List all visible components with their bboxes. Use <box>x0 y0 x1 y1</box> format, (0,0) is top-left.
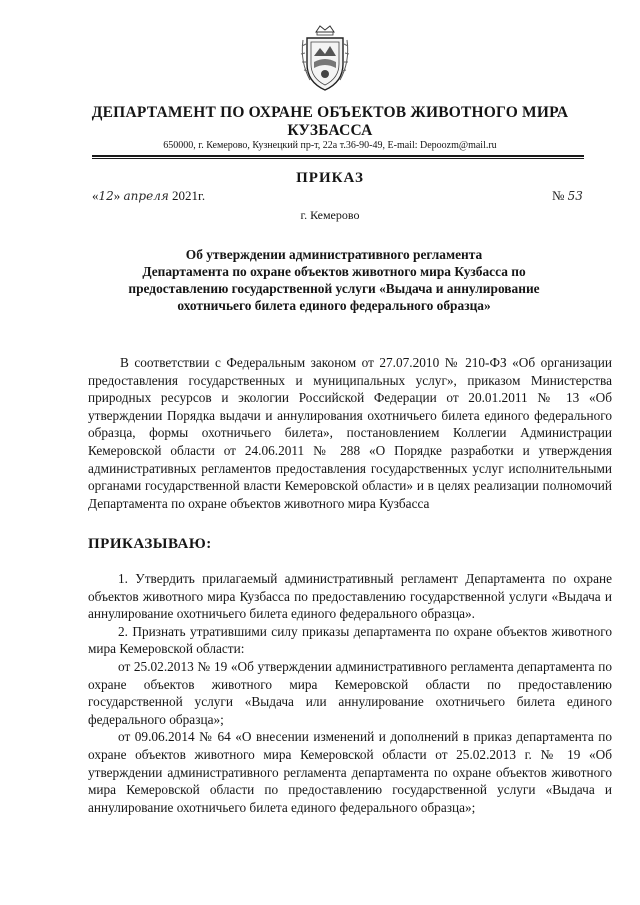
order-date <box>92 188 205 204</box>
decree-item-2a: от 25.02.2013 № 19 «Об утверждении административного регламента департамента по охране объектов животного мира Кемеровской области по предоставлению государственной услуги «Выдача или аннулирование охотничьего билета единого федерального образца»; <box>88 658 612 727</box>
decree-item-2: 2. Признать утратившими силу приказы департамента по охране объектов животного мира Кемеровской области: <box>88 623 612 657</box>
number-value: 53 <box>567 189 583 203</box>
department-name-line1: ДЕПАРТАМЕНТ ПО ОХРАНЕ ОБЪЕКТОВ ЖИВОТНОГО МИРА <box>91 104 569 121</box>
order-number <box>552 188 583 204</box>
number-prefix: № <box>552 188 565 203</box>
order-city: г. Кемерово <box>300 208 360 222</box>
department-name-line2: КУЗБАССА <box>287 122 373 139</box>
decree-heading: ПРИКАЗЫВАЮ: <box>88 536 212 552</box>
decree-item-1: 1. Утвердить прилагаемый административный регламент Департамента по охране объектов животного мира Кузбасса по предоставлению государственной услуги «Выдача и аннулирование охотничьего билета единого федерального образца». <box>88 571 612 622</box>
decree-items <box>88 570 612 816</box>
date-open-quote: « <box>92 188 99 203</box>
decree-item-2b: от 09.06.2014 № 64 «О внесении изменений и дополнений в приказ департамента по охране объектов животного мира Кемеровской области от 25.02.2013 г. № 19 «Об утверждении административного регламента департамента по охране объектов животного мира Кемеровской области по предоставлению государственной услуги «Выдача и аннулирование охотничьего билета единого федерального образца»; <box>88 729 612 815</box>
heading-line: Об утверждении административного регламента <box>185 247 483 262</box>
date-day: 12 <box>98 189 114 203</box>
intro-paragraph <box>88 354 612 512</box>
date-year: 2021г. <box>172 188 206 203</box>
header-divider <box>92 155 584 157</box>
heading-line: Департамента по охране объектов животного мира Кузбасса по <box>142 264 526 279</box>
department-address: 650000, г. Кемерово, Кузнецкий пр-т, 22а т.36-90-49, E-mail: Depoozm@mail.ru <box>163 140 497 151</box>
order-title: ПРИКАЗ <box>296 170 364 186</box>
intro-text: В соответствии с Федеральным законом от 27.07.2010 № 210-ФЗ «Об организации предоставления государственных и муниципальных услуг», приказом Министерства природных ресурсов и экологии Российской Федерации от 20.01.2011 № 13 «Об утверждении Порядка выдачи и аннулирования охотничьего билета единого федерального образца, формы охотничьего билета», постановлением Коллегии Администрации Кемеровской области от 24.06.2011 № 288 «О Порядке разработки и утверждения административных регламентов предоставления государственных услуг исполнительными органами государственной власти Кемеровской области» и в целях реализации полномочий Департамента по охране объектов животного мира Кузбасса <box>88 355 612 511</box>
coat-of-arms-icon <box>298 22 352 94</box>
date-close-quote: » <box>113 188 121 203</box>
heading-line: охотничьего билета единого федерального образца» <box>177 298 491 313</box>
order-heading <box>104 246 564 314</box>
date-month: апреля <box>123 189 169 203</box>
heading-line: предоставлению государственной услуги «Выдача и аннулирование <box>128 281 540 296</box>
header-divider-thin <box>92 158 584 159</box>
